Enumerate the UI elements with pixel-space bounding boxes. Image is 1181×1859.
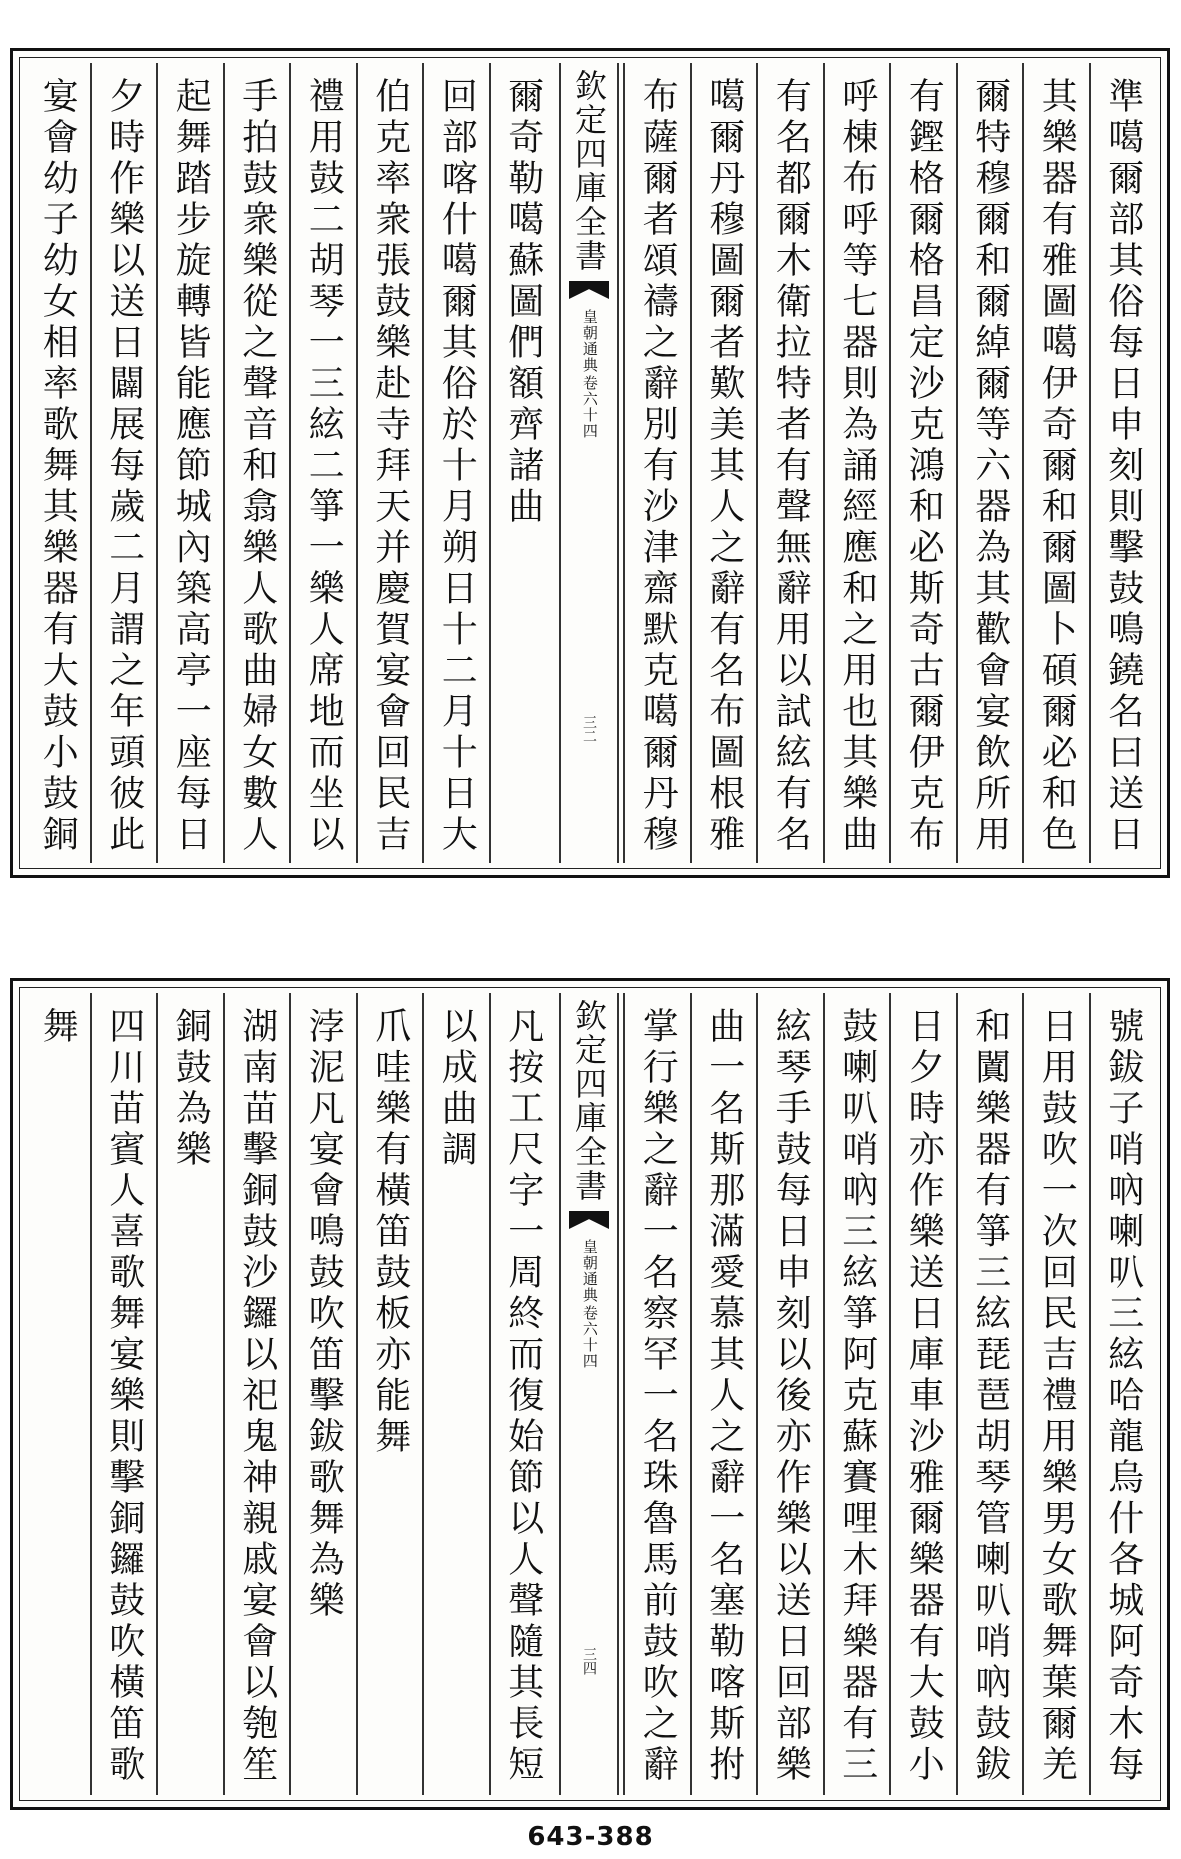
upper-columns bbox=[25, 63, 1155, 863]
text-column bbox=[823, 993, 890, 1795]
column-text: 鼓喇叭哨吶三絃箏阿克蘇賽哩木拜樂器有三 bbox=[836, 1007, 878, 1786]
column-text: 宴會幼子幼女相率歌舞其樂器有大鼓小鼓銅 bbox=[37, 77, 79, 856]
volume-number: 卷六十四 bbox=[580, 375, 599, 439]
book-title: 欽定四庫全書 bbox=[570, 999, 608, 1203]
column-text: 湖南苗擊銅鼓沙鑼以祀鬼神親戚宴會以匏笙 bbox=[236, 1007, 278, 1786]
lower-page bbox=[10, 978, 1170, 1810]
fishtail-mark-icon bbox=[569, 1211, 609, 1229]
column-text: 布薩爾者頌禱之辭別有沙津齋默克噶爾丹穆 bbox=[637, 77, 679, 856]
column-text: 日夕時亦作樂送日庫車沙雅爾樂器有大鼓小 bbox=[903, 1007, 945, 1786]
text-column bbox=[356, 993, 423, 1795]
column-text: 浡泥凡宴會鳴鼓吹笛擊鈸歌舞為樂 bbox=[303, 1007, 345, 1622]
text-column bbox=[756, 993, 823, 1795]
text-column bbox=[1089, 63, 1156, 863]
column-text: 噶爾丹穆圖爾者歎美其人之辭有名布圖根雅 bbox=[703, 77, 745, 856]
text-column bbox=[356, 63, 423, 863]
column-text: 爾特穆爾和爾綽爾等六器為其歡會宴飲所用 bbox=[969, 77, 1011, 856]
lower-columns bbox=[25, 993, 1155, 1795]
column-text: 禮用鼓二胡琴一三絃二箏一樂人席地而坐以 bbox=[303, 77, 345, 856]
column-text: 其樂器有雅圖噶伊奇爾和爾圖卜碩爾必和色 bbox=[1036, 77, 1078, 856]
volume-number: 卷六十四 bbox=[580, 1305, 599, 1369]
text-column bbox=[489, 63, 556, 863]
text-column bbox=[289, 993, 356, 1795]
text-column bbox=[223, 63, 290, 863]
column-text: 伯克率衆張鼓樂赴寺拜天并慶賀宴會回民吉 bbox=[369, 77, 411, 856]
column-text: 日用鼓吹一次回民吉禮用樂男女歌舞葉爾羌 bbox=[1036, 1007, 1078, 1786]
center-margin bbox=[559, 993, 619, 1795]
column-text: 曲一名斯那滿愛慕其人之辭一名塞勒喀斯拊 bbox=[703, 1007, 745, 1786]
text-column bbox=[422, 993, 489, 1795]
column-text: 夕時作樂以送日闢展每歲二月謂之年頭彼此 bbox=[103, 77, 145, 856]
column-text: 號鈸子哨吶喇叭三絃哈龍烏什各城阿奇木每 bbox=[1102, 1007, 1144, 1786]
column-text: 回部喀什噶爾其俗於十月朔日十二月十日大 bbox=[436, 77, 478, 856]
text-column bbox=[889, 63, 956, 863]
text-column bbox=[25, 63, 90, 863]
column-text: 舞 bbox=[37, 1007, 79, 1048]
text-column bbox=[289, 63, 356, 863]
column-text: 準噶爾部其俗每日申刻則擊鼓鳴鐃名曰送日 bbox=[1102, 77, 1144, 856]
book-title: 欽定四庫全書 bbox=[570, 69, 608, 273]
column-text: 爪哇樂有橫笛鼓板亦能舞 bbox=[369, 1007, 411, 1458]
text-column bbox=[1022, 63, 1089, 863]
column-text: 呼棟布呼等七器則為誦經應和之用也其樂曲 bbox=[836, 77, 878, 856]
book-name: 皇朝通典 bbox=[580, 309, 599, 373]
column-text: 有鏗格爾格昌定沙克鴻和必斯奇古爾伊克布 bbox=[903, 77, 945, 856]
text-column bbox=[690, 63, 757, 863]
text-column bbox=[623, 63, 690, 863]
text-column bbox=[422, 63, 489, 863]
text-column bbox=[25, 993, 90, 1795]
text-column bbox=[690, 993, 757, 1795]
column-text: 有名都爾木衛拉特者有聲無辭用以試絃有名 bbox=[770, 77, 812, 856]
volume-label bbox=[581, 1239, 597, 1369]
book-name: 皇朝通典 bbox=[580, 1239, 599, 1303]
column-text: 凡按工尺字一周終而復始節以人聲隨其長短 bbox=[502, 1007, 544, 1786]
center-margin bbox=[559, 63, 619, 863]
text-column bbox=[90, 63, 157, 863]
text-column bbox=[223, 993, 290, 1795]
upper-page bbox=[10, 48, 1170, 878]
text-column bbox=[156, 63, 223, 863]
text-column bbox=[90, 993, 157, 1795]
text-column bbox=[623, 993, 690, 1795]
leaf-number: 三四 bbox=[581, 1647, 597, 1675]
text-column bbox=[889, 993, 956, 1795]
text-column bbox=[156, 993, 223, 1795]
column-text: 手拍鼓衆樂從之聲音和翕樂人歌曲婦女數人 bbox=[236, 77, 278, 856]
text-column bbox=[1089, 993, 1156, 1795]
page-number: 643-388 bbox=[527, 1822, 654, 1852]
column-text: 爾奇勒噶蘇圖們額齊諸曲 bbox=[502, 77, 544, 528]
column-text: 四川苗賓人喜歌舞宴樂則擊銅鑼鼓吹橫笛歌 bbox=[103, 1007, 145, 1786]
column-text: 起舞踏步旋轉皆能應節城內築高亭一座每日 bbox=[170, 77, 212, 856]
leaf-number: 三二 bbox=[581, 715, 597, 743]
column-text: 掌行樂之辭一名察罕一名珠魯馬前鼓吹之辭 bbox=[637, 1007, 679, 1786]
text-column bbox=[1022, 993, 1089, 1795]
column-text: 銅鼓為樂 bbox=[170, 1007, 212, 1171]
fishtail-mark-icon bbox=[569, 281, 609, 299]
column-text: 絃琴手鼓每日申刻以後亦作樂以送日回部樂 bbox=[770, 1007, 812, 1786]
column-text: 和闐樂器有箏三絃琵琶胡琴管喇叭哨吶鼓鈸 bbox=[969, 1007, 1011, 1786]
text-column bbox=[823, 63, 890, 863]
text-column bbox=[756, 63, 823, 863]
text-column bbox=[956, 63, 1023, 863]
text-column bbox=[489, 993, 556, 1795]
volume-label bbox=[581, 309, 597, 439]
text-column bbox=[956, 993, 1023, 1795]
column-text: 以成曲調 bbox=[436, 1007, 478, 1171]
